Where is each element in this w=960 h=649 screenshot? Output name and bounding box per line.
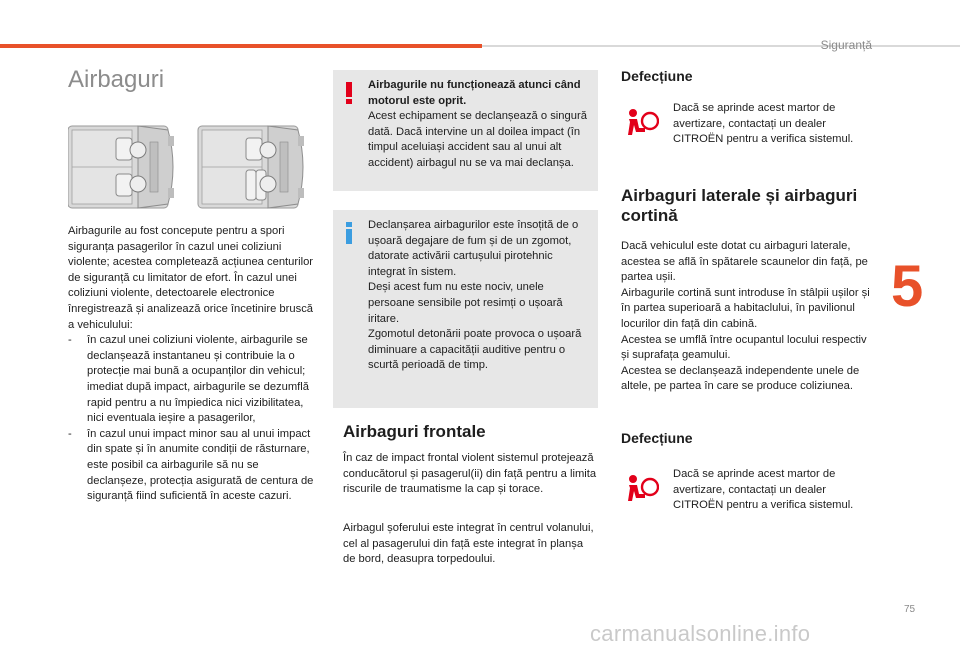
- list-item: - în cazul unei coliziuni violente, airbagurile se declanșează instantaneu și contribuie la o protecție mai bună a ocupanților din vehicul; imediat după impact, airbagurile se dezumflă rapid pentru a nu împiedica nici vizibilitatea, nici eventuala ieșire a pasagerilor,: [68, 333, 314, 427]
- chapter-number: 5: [891, 254, 924, 319]
- lateral-paragraph: Airbagurile cortină sunt introduse în stâlpii ușilor și în partea superioară a habitaclului, în pavilionul locurilor din față din cabină.: [621, 286, 870, 330]
- lateral-heading: Airbaguri laterale și airbaguri cortină: [621, 186, 858, 225]
- page-title: Airbaguri: [68, 66, 165, 93]
- info-icon: [342, 222, 356, 244]
- frontal-paragraph: În caz de impact frontal violent sistemul protejează conducătorul și pasagerul(ii) din față pentru a limita riscurile de traumatisme la cap și torace.: [343, 452, 597, 496]
- defect-text: Dacă se aprinde acest martor de avertizare, contactați un dealer CITROËN pentru a verifica sistemul.: [673, 102, 854, 146]
- defect-heading: Defecțiune: [621, 68, 693, 84]
- van-topview-diagram: [68, 120, 310, 214]
- info-paragraph: Deși acest fum nu este nociv, unele persoane sensibile pot resimți o ușoară iritare.: [368, 281, 563, 325]
- warning-box: [333, 70, 598, 191]
- lateral-paragraph: Acestea se umflă între ocupantul locului respectiv și suprafața geamului.: [621, 333, 867, 362]
- warning-text: Acest echipament se declanșează o singură dată. Dacă intervine un al doilea impact (în timpul aceluiași accident sau al unui alt accident) airbagul nu se va mai declanșa.: [368, 110, 587, 169]
- list-item: - în cazul unui impact minor sau al unui impact din spate și în anumite condiții de răsturnare, este posibil ca airbagurile să nu se declanșeze, protecția asigurată de centura de siguranță fiind suficientă în aceste cazuri.: [68, 427, 314, 505]
- info-paragraph: Zgomotul detonării poate provoca o ușoară diminuare a capacității auditive pentru o scurtă perioadă de timp.: [368, 328, 582, 372]
- header-rule: [482, 45, 960, 47]
- airbag-warning-icon: [623, 474, 659, 504]
- header-accent-rule: [0, 44, 482, 48]
- frontal-heading: Airbaguri frontale: [343, 422, 486, 441]
- lateral-paragraph: Acestea se declanșează independente unele de altele, pe partea în care se produce coliziunea.: [621, 364, 860, 393]
- defect-text: Dacă se aprinde acest martor de avertizare, contactați un dealer CITROËN pentru a verifica sistemul.: [673, 468, 854, 512]
- airbag-warning-icon: [623, 108, 659, 138]
- warning-bold-text: Airbagurile nu funcționează atunci când motorul este oprit.: [368, 79, 581, 107]
- intro-paragraph: Airbagurile au fost concepute pentru a spori siguranța pasagerilor în cazul unei coliziuni violente; acestea completează acțiunea centurilor de siguranță cu limitator de efort. În cazul unei coliziuni violente, detectoarele electronice înregistrează și analizează orice încetinire bruscă a vehiculului:: [68, 225, 314, 331]
- airbag-intro: [68, 224, 314, 505]
- info-box: [333, 210, 598, 408]
- behavior-list: [68, 333, 314, 505]
- exclamation-icon: [342, 82, 356, 104]
- watermark: carmanualsonline.info: [590, 621, 811, 646]
- lateral-text: [621, 239, 876, 395]
- lateral-paragraph: Dacă vehiculul este dotat cu airbaguri laterale, acestea se află în spătarele scaunelor din față, pe partea ușii.: [621, 240, 868, 284]
- section-title: Siguranță: [820, 38, 872, 52]
- defect-heading: Defecțiune: [621, 430, 693, 446]
- frontal-paragraph: Airbagul șoferului este integrat în centrul volanului, cel al pasagerului din față este integrat în planșa de bord, deasupra torpedoului.: [343, 522, 594, 566]
- info-paragraph: Declanșarea airbagurilor este însoțită de o ușoară degajare de fum și de un zgomot, datorate activării cartușului pirotehnic integrat în sistem.: [368, 219, 579, 278]
- page-number: 75: [904, 604, 916, 615]
